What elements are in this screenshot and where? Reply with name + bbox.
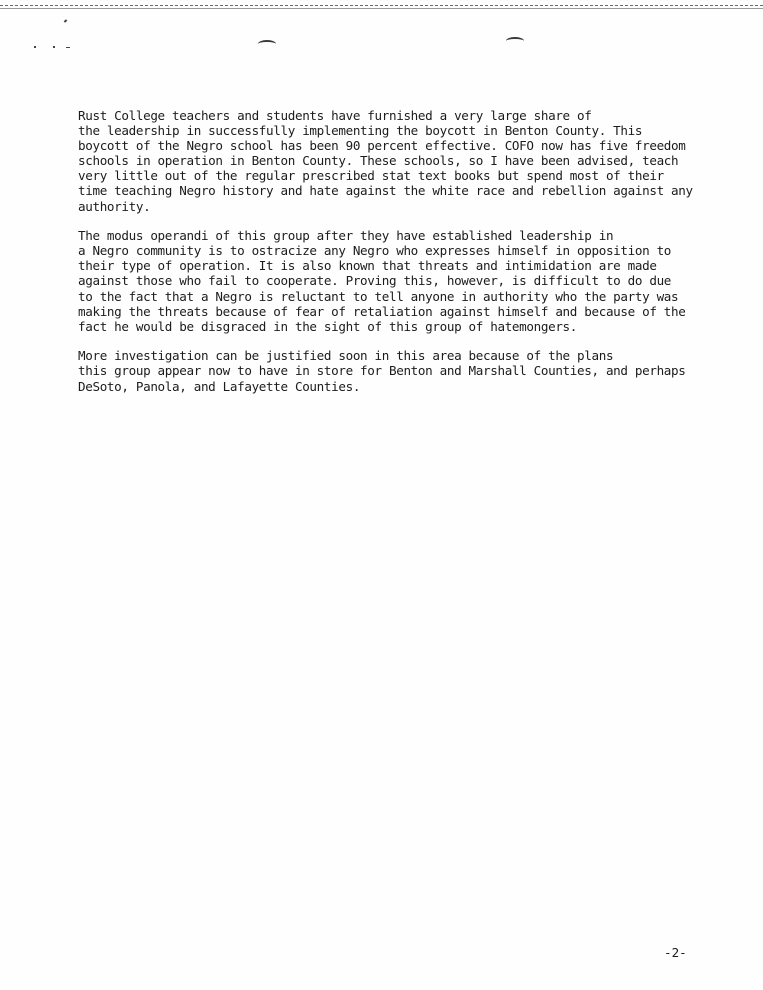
page-number: -2- (664, 945, 687, 960)
paragraph-modus-operandi: The modus operandi of this group after they have established leadership in a Negro community is to ostracize any Negro who expresses himself in opposition to their type of operation. It is also known that threats and intimidation are made against those who fail to cooperate. Proving this, however, is difficult to do due to the fact that a Negro is reluctant to tell anyone in authority who the party was making the threats because of fear of retaliation against himself and because of the fact he would be disgraced in the sight of this group of hatemongers. (78, 228, 686, 334)
paragraph-boycott: Rust College teachers and students have furnished a very large share of the leadership in successfully implementing the boycott in Benton County. This boycott of the Negro school has been 90 percent effective. COFO now has five freedom schools in operation in Benton County. These schools, so I have been advised, teach very little out of the regular prescribed stat text books but spend most of their time teaching Negro history and hate against the white race and rebellion against any authority. (78, 108, 693, 214)
scan-speck (64, 19, 68, 22)
scan-speck (66, 47, 70, 48)
scan-artifact-mark (258, 40, 276, 48)
top-border-rule (0, 5, 763, 6)
scan-artifact-mark (506, 37, 524, 45)
scan-speck (34, 46, 36, 48)
memo-body (78, 108, 718, 408)
scan-speck (53, 46, 55, 48)
top-border-rule-secondary (0, 8, 763, 9)
paragraph-investigation: More investigation can be justified soon in this area because of the plans this group appear now to have in store for Benton and Marshall Counties, and perhaps DeSoto, Panola, and Lafayette Counties. (78, 348, 686, 394)
